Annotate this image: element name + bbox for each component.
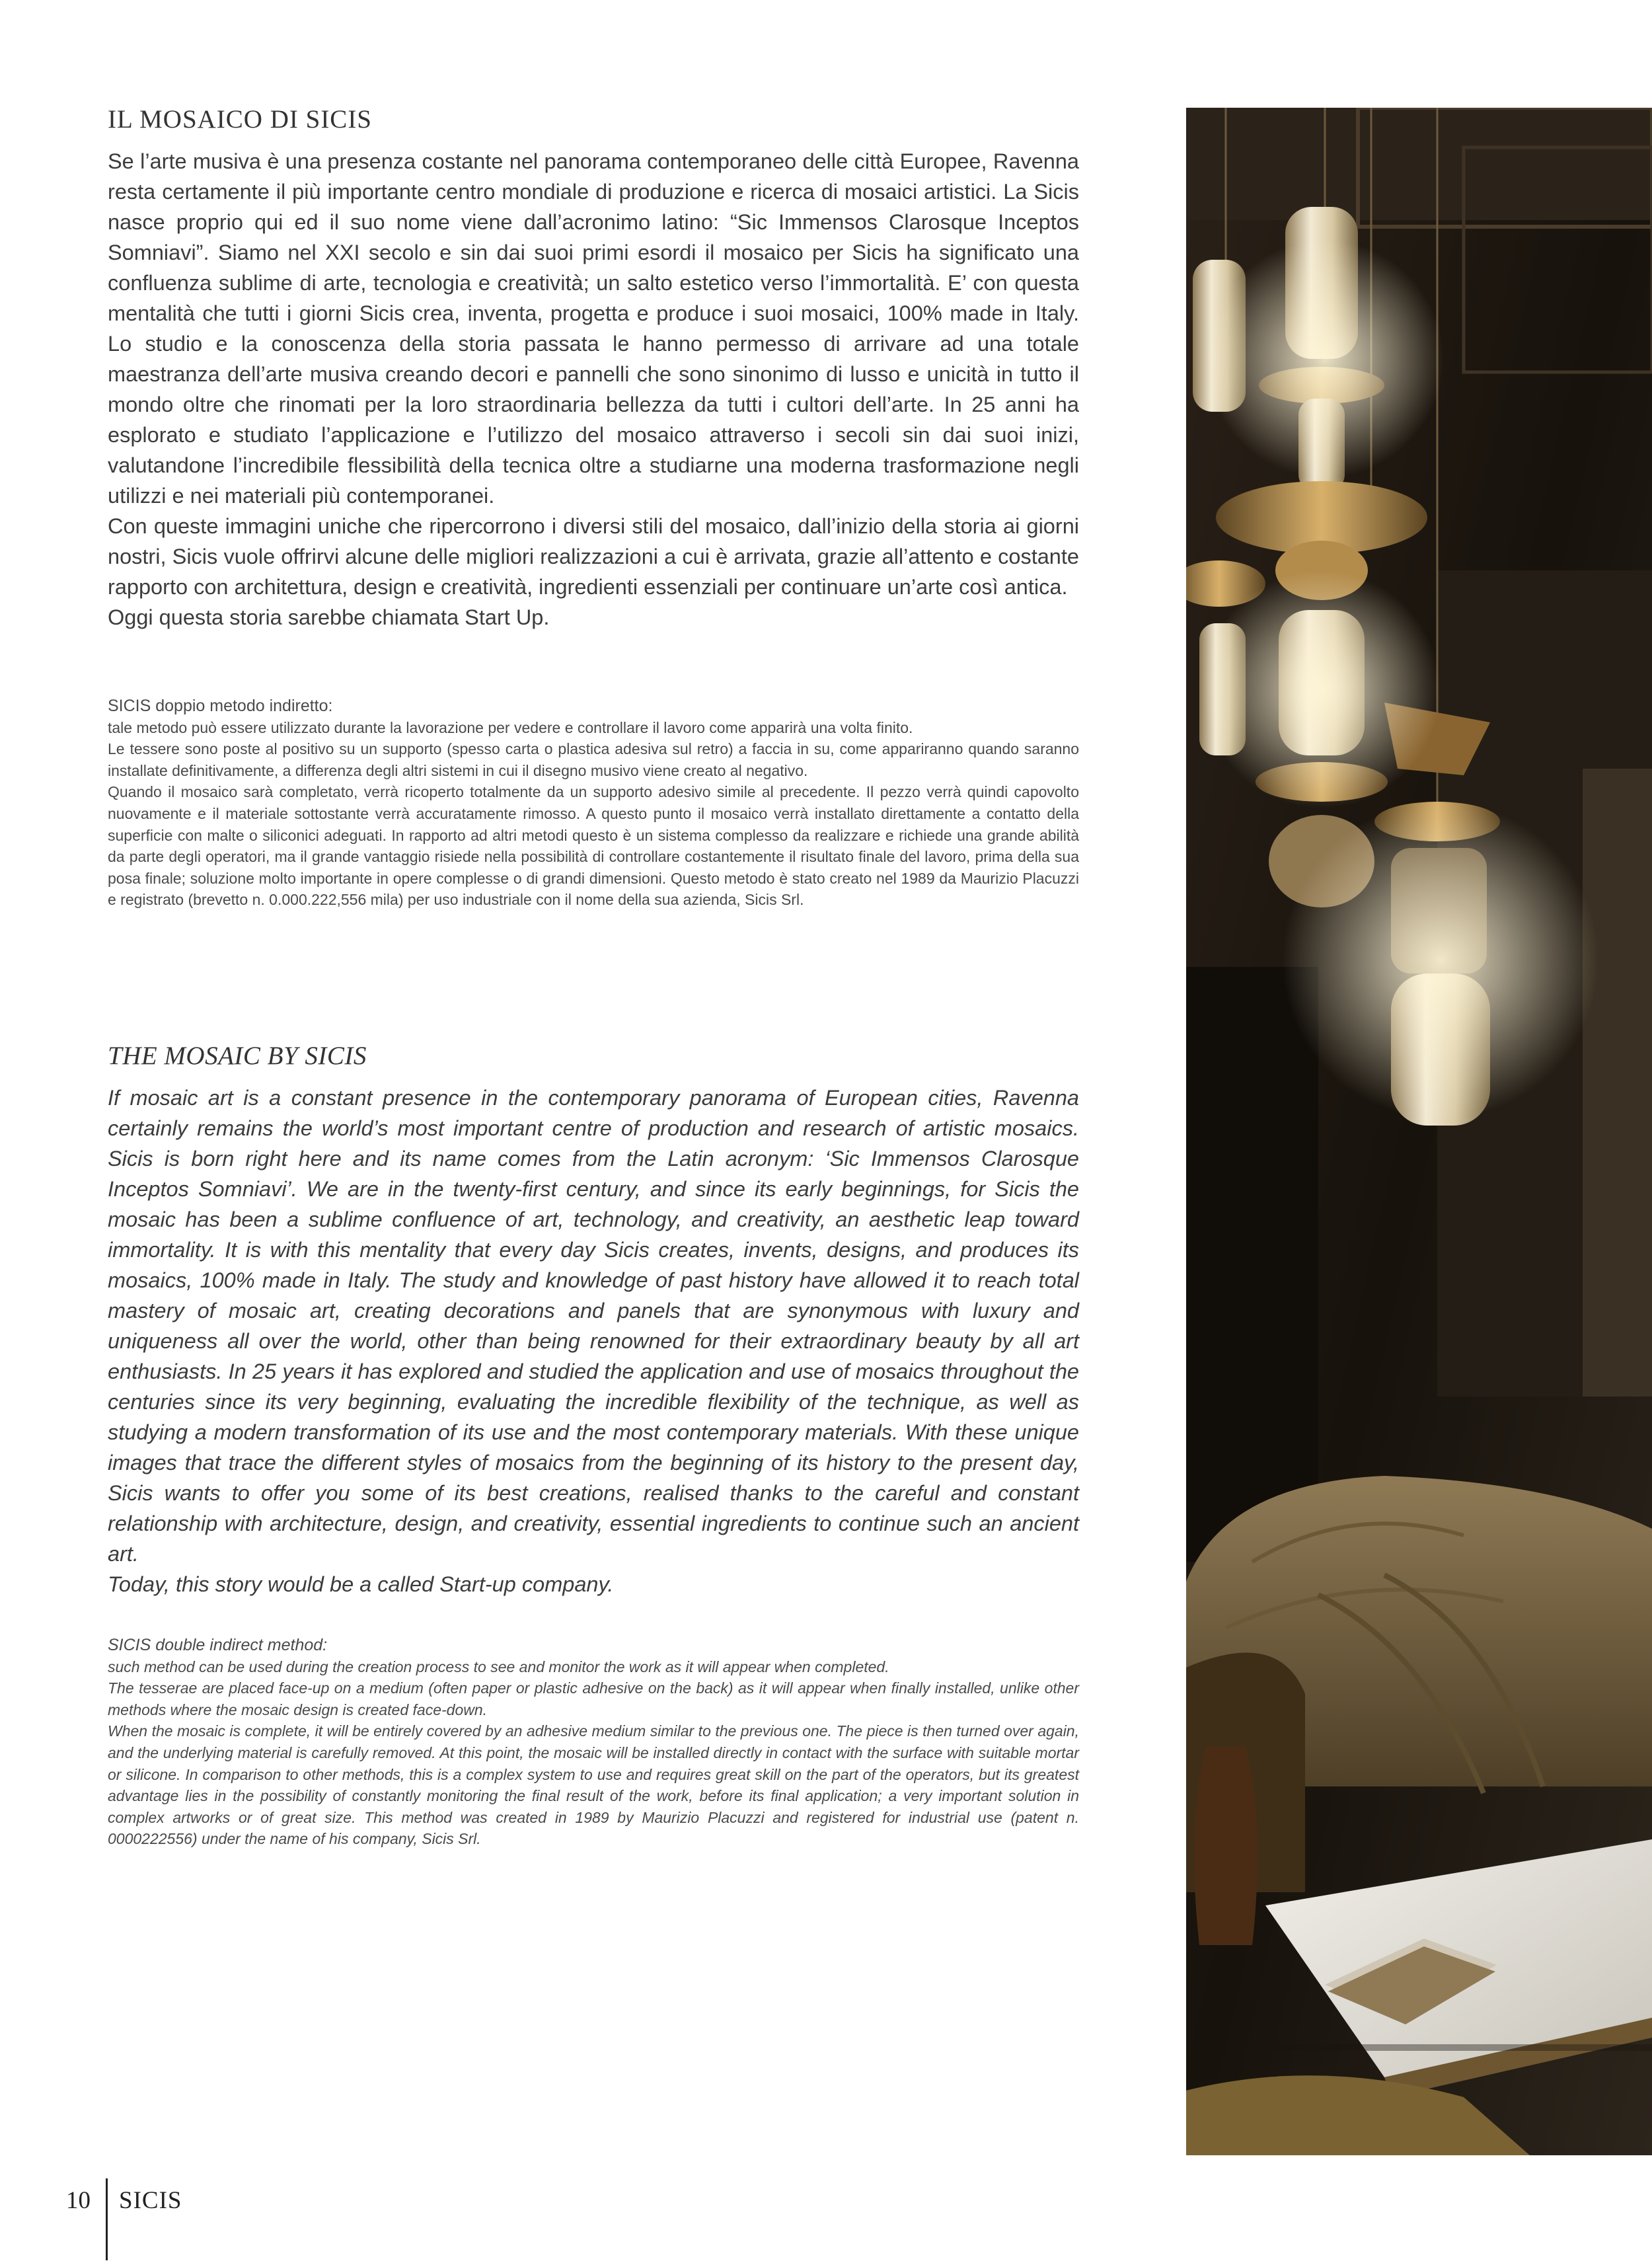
- english-note-paragraph-3: When the mosaic is complete, it will be entirely covered by an adhesive medium similar to the previous one. The piece is then turned over again, and the underlying material is carefully removed. At this point, the mosaic will be installed directly in contact with the surface with suitable mortar or silicone. In comparison to other methods, this is a complex system to use and requires great skill on the part of the operators, but its greatest advantage lies in the possibility of constantly monitoring the final result of the work, before its final application; a very important solution in complex artworks or of great size. This method was created in 1989 by Maurizio Placuzzi and registered for industrial use (patent n. 0000222556) under the name of his company, Sicis Srl.: [108, 1722, 1079, 1848]
- english-note-title: SICIS double indirect method:: [108, 1636, 328, 1654]
- english-body: [108, 1083, 1079, 1599]
- italian-note-paragraph-1: tale metodo può essere utilizzato durante la lavorazione per vedere e controllare il lavoro come apparirà una volta finito.: [108, 718, 913, 736]
- italian-paragraph-2: Con queste immagini uniche che ripercorrono i diversi stili del mosaico, dall’inizio della storia ai giorni nostri, Sicis vuole offrirvi alcune delle migliori realizzazioni a cui è arrivata, grazie all’attento e costante rapporto con architettura, design e creatività, ingredienti essenziali per continuare un’arte così antica.: [108, 514, 1079, 599]
- footer-divider: [106, 2178, 108, 2260]
- english-title: THE MOSAIC BY SICIS: [108, 1042, 367, 1070]
- interior-photo-pendant-lamps-icon: [1186, 108, 1652, 2155]
- english-section: [108, 1041, 1079, 1599]
- footer-brand: SICIS: [119, 2187, 182, 2214]
- page-number: 10: [66, 2187, 91, 2214]
- english-note-paragraph-1: such method can be used during the creation process to see and monitor the work as it will appear when completed.: [108, 1658, 889, 1675]
- english-note: [108, 1634, 1079, 1850]
- interior-photo: [1186, 108, 1652, 2155]
- italian-body: [108, 146, 1079, 633]
- italian-note-paragraph-2: Le tessere sono poste al positivo su un supporto (spesso carta o plastica adesiva sul retro) a faccia in su, come appariranno quando saranno installate definitivamente, a differenza degli altri sistemi in cui il disegno musivo viene creato al negativo.: [108, 740, 1079, 779]
- italian-section: [108, 104, 1079, 633]
- english-paragraph-2: Today, this story would be a called Start-up company.: [108, 1572, 614, 1596]
- english-paragraph-1: If mosaic art is a constant presence in the contemporary panorama of European cities, Ravenna certainly remains the world’s most important centre of production and research of artistic mosaics. Sicis is born right here and its name comes from the Latin acronym: ‘Sic Immensos Clarosque Inceptos Somniavi’. We are in the twenty-first century, and since its early beginnings, for Sicis the mosaic has been a sublime confluence of art, technology, and creativity, an aesthetic leap toward immortality. It is with this mentality that every day Sicis creates, invents, designs, and produces its mosaics, 100% made in Italy. The study and knowledge of past history have allowed it to reach total mastery of mosaic art, creating decorations and panels that are synonymous with luxury and uniqueness all over the world, other than being renowned for their extraordinary beauty by all art enthusiasts. In 25 years it has explored and studied the application and use of mosaics throughout the centuries since its very beginning, evaluating the incredible flexibility of the technique, as well as studying a modern transformation of its use and the most contemporary materials. With these unique images that trace the different styles of mosaics from the beginning of its history to the present day, Sicis wants to offer you some of its best creations, realised thanks to the careful and constant relationship with architecture, design, and creativity, essential ingredients to continue such an ancient art.: [108, 1086, 1079, 1566]
- italian-paragraph-1: Se l’arte musiva è una presenza costante nel panorama contemporaneo delle città Europee, Ravenna resta certamente il più importante centro mondiale di produzione e ricerca di mosaici artistici. La Sicis nasce proprio qui ed il suo nome viene dall’acronimo latino: “Sic Immensos Clarosque Inceptos Somniavi”. Siamo nel XXI secolo e sin dai suoi primi esordi il mosaico per Sicis ha significato una confluenza sublime di arte, tecnologia e creatività; un salto estetico verso l’immortalità. E’ con questa mentalità che tutti i giorni Sicis crea, inventa, progetta e produce i suoi mosaici, 100% made in Italy. Lo studio e la conoscenza della storia passata le hanno permesso di arrivare ad una totale maestranza dell’arte musiva creando decori e pannelli che sono sinonimo di lusso e unicità in tutto il mondo oltre che rinomati per la loro straordinaria bellezza da tutti i cultori dell’arte. In 25 anni ha esplorato e studiato l’applicazione e l’utilizzo del mosaico attraverso i secoli sin dai suoi inizi, valutandone l’incredibile flessibilità della tecnica oltre a studiarne una moderna trasformazione negli utilizzi e nei materiali più contemporanei.: [108, 149, 1079, 508]
- italian-title: IL MOSAICO DI SICIS: [108, 105, 372, 134]
- italian-paragraph-3: Oggi questa storia sarebbe chiamata Start Up.: [108, 605, 550, 629]
- italian-note-title: SICIS doppio metodo indiretto:: [108, 697, 333, 715]
- italian-note: [108, 695, 1079, 911]
- italian-note-paragraph-3: Quando il mosaico sarà completato, verrà ricoperto totalmente da un supporto adesivo simile al precedente. Il pezzo verrà quindi capovolto nuovamente e il materiale sottostante verrà accuratamente rimosso. A questo punto il mosaico verrà installato direttamente a contatto della superficie con malte o siliconici adeguati. In rapporto ad altri metodi questo è un sistema complesso da realizzare e richiede una grande abilità da parte degli operatori, ma il grande vantaggio risiede nella possibilità di controllare costantemente il risultato finale del lavoro, prima della sua posa finale; soluzione molto importante in opere complesse o di grandi dimensioni. Questo metodo è stato creato nel 1989 da Maurizio Placuzzi e registrato (brevetto n. 0.000.222,556 mila) per uso industriale con il nome della sua azienda, Sicis Srl.: [108, 783, 1079, 909]
- english-note-paragraph-2: The tesserae are placed face-up on a medium (often paper or plastic adhesive on the back) as it will appear when finally installed, unlike other methods where the mosaic design is created face-down.: [108, 1679, 1079, 1718]
